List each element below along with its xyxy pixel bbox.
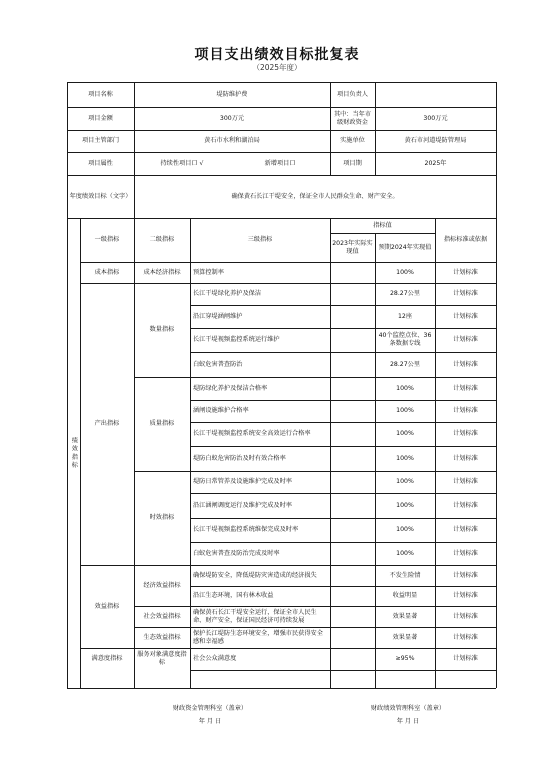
- indicator-standard: 计划标准: [453, 655, 478, 663]
- indicator-standard: 计划标准: [453, 336, 478, 344]
- header-level1: 一级指标: [94, 236, 120, 244]
- performance-indicators-label: [67, 218, 80, 688]
- indicator-expected-2024: 效果显著: [392, 612, 418, 620]
- dept-value: 黄石市水利和湖泊局: [204, 137, 260, 145]
- indicator-actual-2023: [330, 328, 375, 352]
- indicator-actual-2023: [330, 352, 375, 377]
- period-value: 2025年: [424, 159, 447, 167]
- indicator-name: 沿江涵闸调度运行及维护完成及时率: [193, 501, 292, 509]
- indicator-actual-2023: [330, 471, 375, 493]
- indicator-standard: 计划标准: [453, 430, 478, 438]
- indicator-name: 确保黄石长江干堤安全运行，保证全市人民生命、财产安全，保证国民经济可持续发展: [193, 608, 317, 624]
- subgroup-quality: 质量指标: [149, 420, 175, 428]
- indicator-expected-2024: 100%: [396, 407, 414, 415]
- indicator-standard: 计划标准: [453, 549, 478, 557]
- dept-label: 项目主管部门: [81, 137, 120, 145]
- indicator-name: 长江干堤视频监控系统运行维护: [193, 336, 280, 344]
- indicator-standard: 计划标准: [453, 571, 478, 579]
- indicator-expected-2024: 收益明显: [392, 592, 418, 600]
- indicator-actual-2023: [330, 422, 375, 446]
- indicator-standard: 计划标准: [453, 312, 478, 320]
- indicator-expected-2024: 100%: [396, 526, 414, 534]
- attr-new: 新增项目口: [264, 159, 296, 167]
- subgroup-timeliness: 时效指标: [149, 514, 175, 522]
- page-subtitle: （2025年度）: [252, 63, 302, 72]
- group-output: 产出指标: [94, 420, 120, 428]
- page-title: 项目支出绩效目标批复表: [194, 47, 360, 63]
- subgroup-service-satisfaction: 服务对象满意度指标: [137, 651, 187, 666]
- indicator-actual-2023: [330, 262, 375, 283]
- performance-office-stamp-label: 财政绩效管理科室（盖章）: [370, 705, 446, 712]
- indicator-actual-2023: [330, 400, 375, 422]
- indicator-name: 涵闸设施维护合格率: [193, 407, 249, 415]
- indicator-actual-2023: [330, 446, 375, 471]
- indicator-actual-2023: [330, 377, 375, 400]
- indicator-expected-2024: ≥95%: [395, 655, 415, 663]
- indicator-standard: 计划标准: [453, 407, 478, 415]
- indicator-actual-2023: [330, 518, 375, 542]
- header-standard: 指标标准或依据: [443, 236, 488, 244]
- subgroup-economic-benefit: 经济效益指标: [143, 581, 181, 589]
- indicator-standard: 计划标准: [453, 384, 478, 392]
- table-right: [496, 82, 497, 688]
- project-name-label: 项目名称: [88, 90, 113, 98]
- indicator-standard: 计划标准: [453, 612, 478, 620]
- finance-office-stamp-label: 财政资金管理科室（盖章）: [172, 705, 248, 712]
- period-label: 项目期: [343, 159, 362, 167]
- group-benefit: 效益指标: [94, 602, 120, 610]
- indicator-expected-2024: 100%: [396, 549, 414, 557]
- indicator-name: 堤防白蚁危害防治及时有效合格率: [193, 454, 286, 462]
- indicator-name: 长江干堤视频监控系统维保完成及时率: [193, 526, 299, 534]
- indicator-actual-2023: [330, 627, 375, 648]
- indicator-expected-2024: 12座: [397, 312, 413, 320]
- group-satisfaction: 满意度指标: [91, 655, 123, 663]
- indicator-actual-2023: [330, 283, 375, 305]
- indicator-actual-2023: [330, 648, 375, 670]
- header-value-group: 指标值: [373, 221, 392, 229]
- indicator-name: 长江干堤视频监控系统安全高效运行合格率: [193, 430, 311, 438]
- annual-goal-text: 确保黄石长江干堤安全，保证全市人民群众生命、财产安全。: [231, 192, 399, 200]
- indicator-expected-2024: 100%: [396, 268, 414, 276]
- amount-label: 项目金额: [88, 114, 113, 122]
- header-level3: 三级指标: [247, 236, 273, 244]
- group-cost: 成本指标: [94, 268, 120, 276]
- indicator-standard: 计划标准: [453, 633, 478, 641]
- city-fund-value: 300万元: [423, 114, 448, 122]
- indicator-name: 社会公众满意度: [193, 655, 237, 663]
- indicator-standard: 计划标准: [453, 290, 478, 298]
- table-rule: [190, 670, 496, 671]
- indicator-name: 沿江生态环境，国有林木收益: [193, 592, 274, 600]
- attr-label: 项目属性: [88, 159, 113, 167]
- indicator-standard: 计划标准: [453, 526, 478, 534]
- indicator-name: 白蚁危害普查及防治完成及时率: [193, 549, 280, 557]
- attr-continuing: 持续性项目口 √: [160, 159, 204, 167]
- performance-office-date: 年 月 日: [396, 718, 420, 725]
- indicator-name: 白蚁危害普查防治: [193, 360, 243, 368]
- indicator-expected-2024: 100%: [396, 430, 414, 438]
- indicator-standard: 计划标准: [453, 268, 478, 276]
- header-level2: 二级指标: [149, 236, 175, 244]
- subgroup-cost-economy: 成本经济指标: [143, 268, 181, 276]
- subgroup-quantity: 数量指标: [149, 326, 175, 334]
- indicator-actual-2023: [330, 586, 375, 606]
- indicator-name: 堤防绿化养护及保洁合格率: [193, 384, 268, 392]
- finance-office-date: 年 月 日: [198, 718, 222, 725]
- indicator-name: 堤防日常管养及设施维护完成及时率: [193, 478, 292, 486]
- indicator-standard: 计划标准: [453, 454, 478, 462]
- annual-goal-label: 年度绩效目标（文字）: [69, 192, 132, 200]
- indicator-expected-2024: 100%: [396, 454, 414, 462]
- indicator-expected-2024: 40个监控点位、36条数据专线: [378, 332, 432, 347]
- performance-indicators-label-text: 绩效指标: [70, 436, 78, 470]
- indicator-name: 沿江穿堤涵闸维护: [193, 312, 243, 320]
- indicator-expected-2024: 100%: [396, 478, 414, 486]
- project-name-value: 堤防维护费: [216, 90, 248, 98]
- indicator-standard: 计划标准: [453, 478, 478, 486]
- indicator-name: 保护长江堤防生态环境安全，增强市民获得安全感和幸福感: [193, 629, 323, 645]
- indicator-name: 长江干堤绿化养护及保洁: [193, 290, 262, 298]
- indicator-name: 预算控制率: [193, 268, 224, 276]
- indicator-actual-2023: [330, 606, 375, 627]
- table-rule: [190, 262, 191, 688]
- indicator-actual-2023: [330, 305, 375, 328]
- indicator-expected-2024: 28.27公里: [389, 360, 421, 368]
- header-actual-2023: 2023年实际实现值: [332, 239, 373, 255]
- indicator-actual-2023: [330, 493, 375, 518]
- table-bottom: [67, 688, 496, 689]
- indicator-standard: 计划标准: [453, 592, 478, 600]
- unit-label: 实施单位: [340, 137, 365, 145]
- city-fund-label: 其中：当年市级财政资金: [333, 110, 372, 126]
- indicator-expected-2024: 效果显著: [392, 633, 418, 641]
- amount-value: 300万元: [219, 114, 245, 122]
- indicator-standard: 计划标准: [453, 501, 478, 509]
- subgroup-ecological-benefit: 生态效益指标: [143, 633, 181, 641]
- indicator-expected-2024: 28.27公里: [389, 290, 421, 298]
- leader-label: 项目负责人: [337, 90, 368, 98]
- subgroup-social-benefit: 社会效益指标: [143, 612, 181, 620]
- unit-value: 黄石市河道堤防管理局: [404, 137, 467, 145]
- indicator-actual-2023: [330, 565, 375, 586]
- leader-value: [375, 82, 496, 107]
- indicator-expected-2024: 100%: [396, 384, 414, 392]
- indicator-standard: 计划标准: [453, 360, 478, 368]
- indicator-expected-2024: 100%: [396, 501, 414, 509]
- indicator-expected-2024: 不发生险情: [389, 571, 421, 579]
- header-expected-2024: 预期2024年实现值: [378, 243, 432, 251]
- indicator-actual-2023: [330, 542, 375, 565]
- indicator-name: 确保堤防安全，降低堤防灾害造成的经济损失: [193, 571, 317, 579]
